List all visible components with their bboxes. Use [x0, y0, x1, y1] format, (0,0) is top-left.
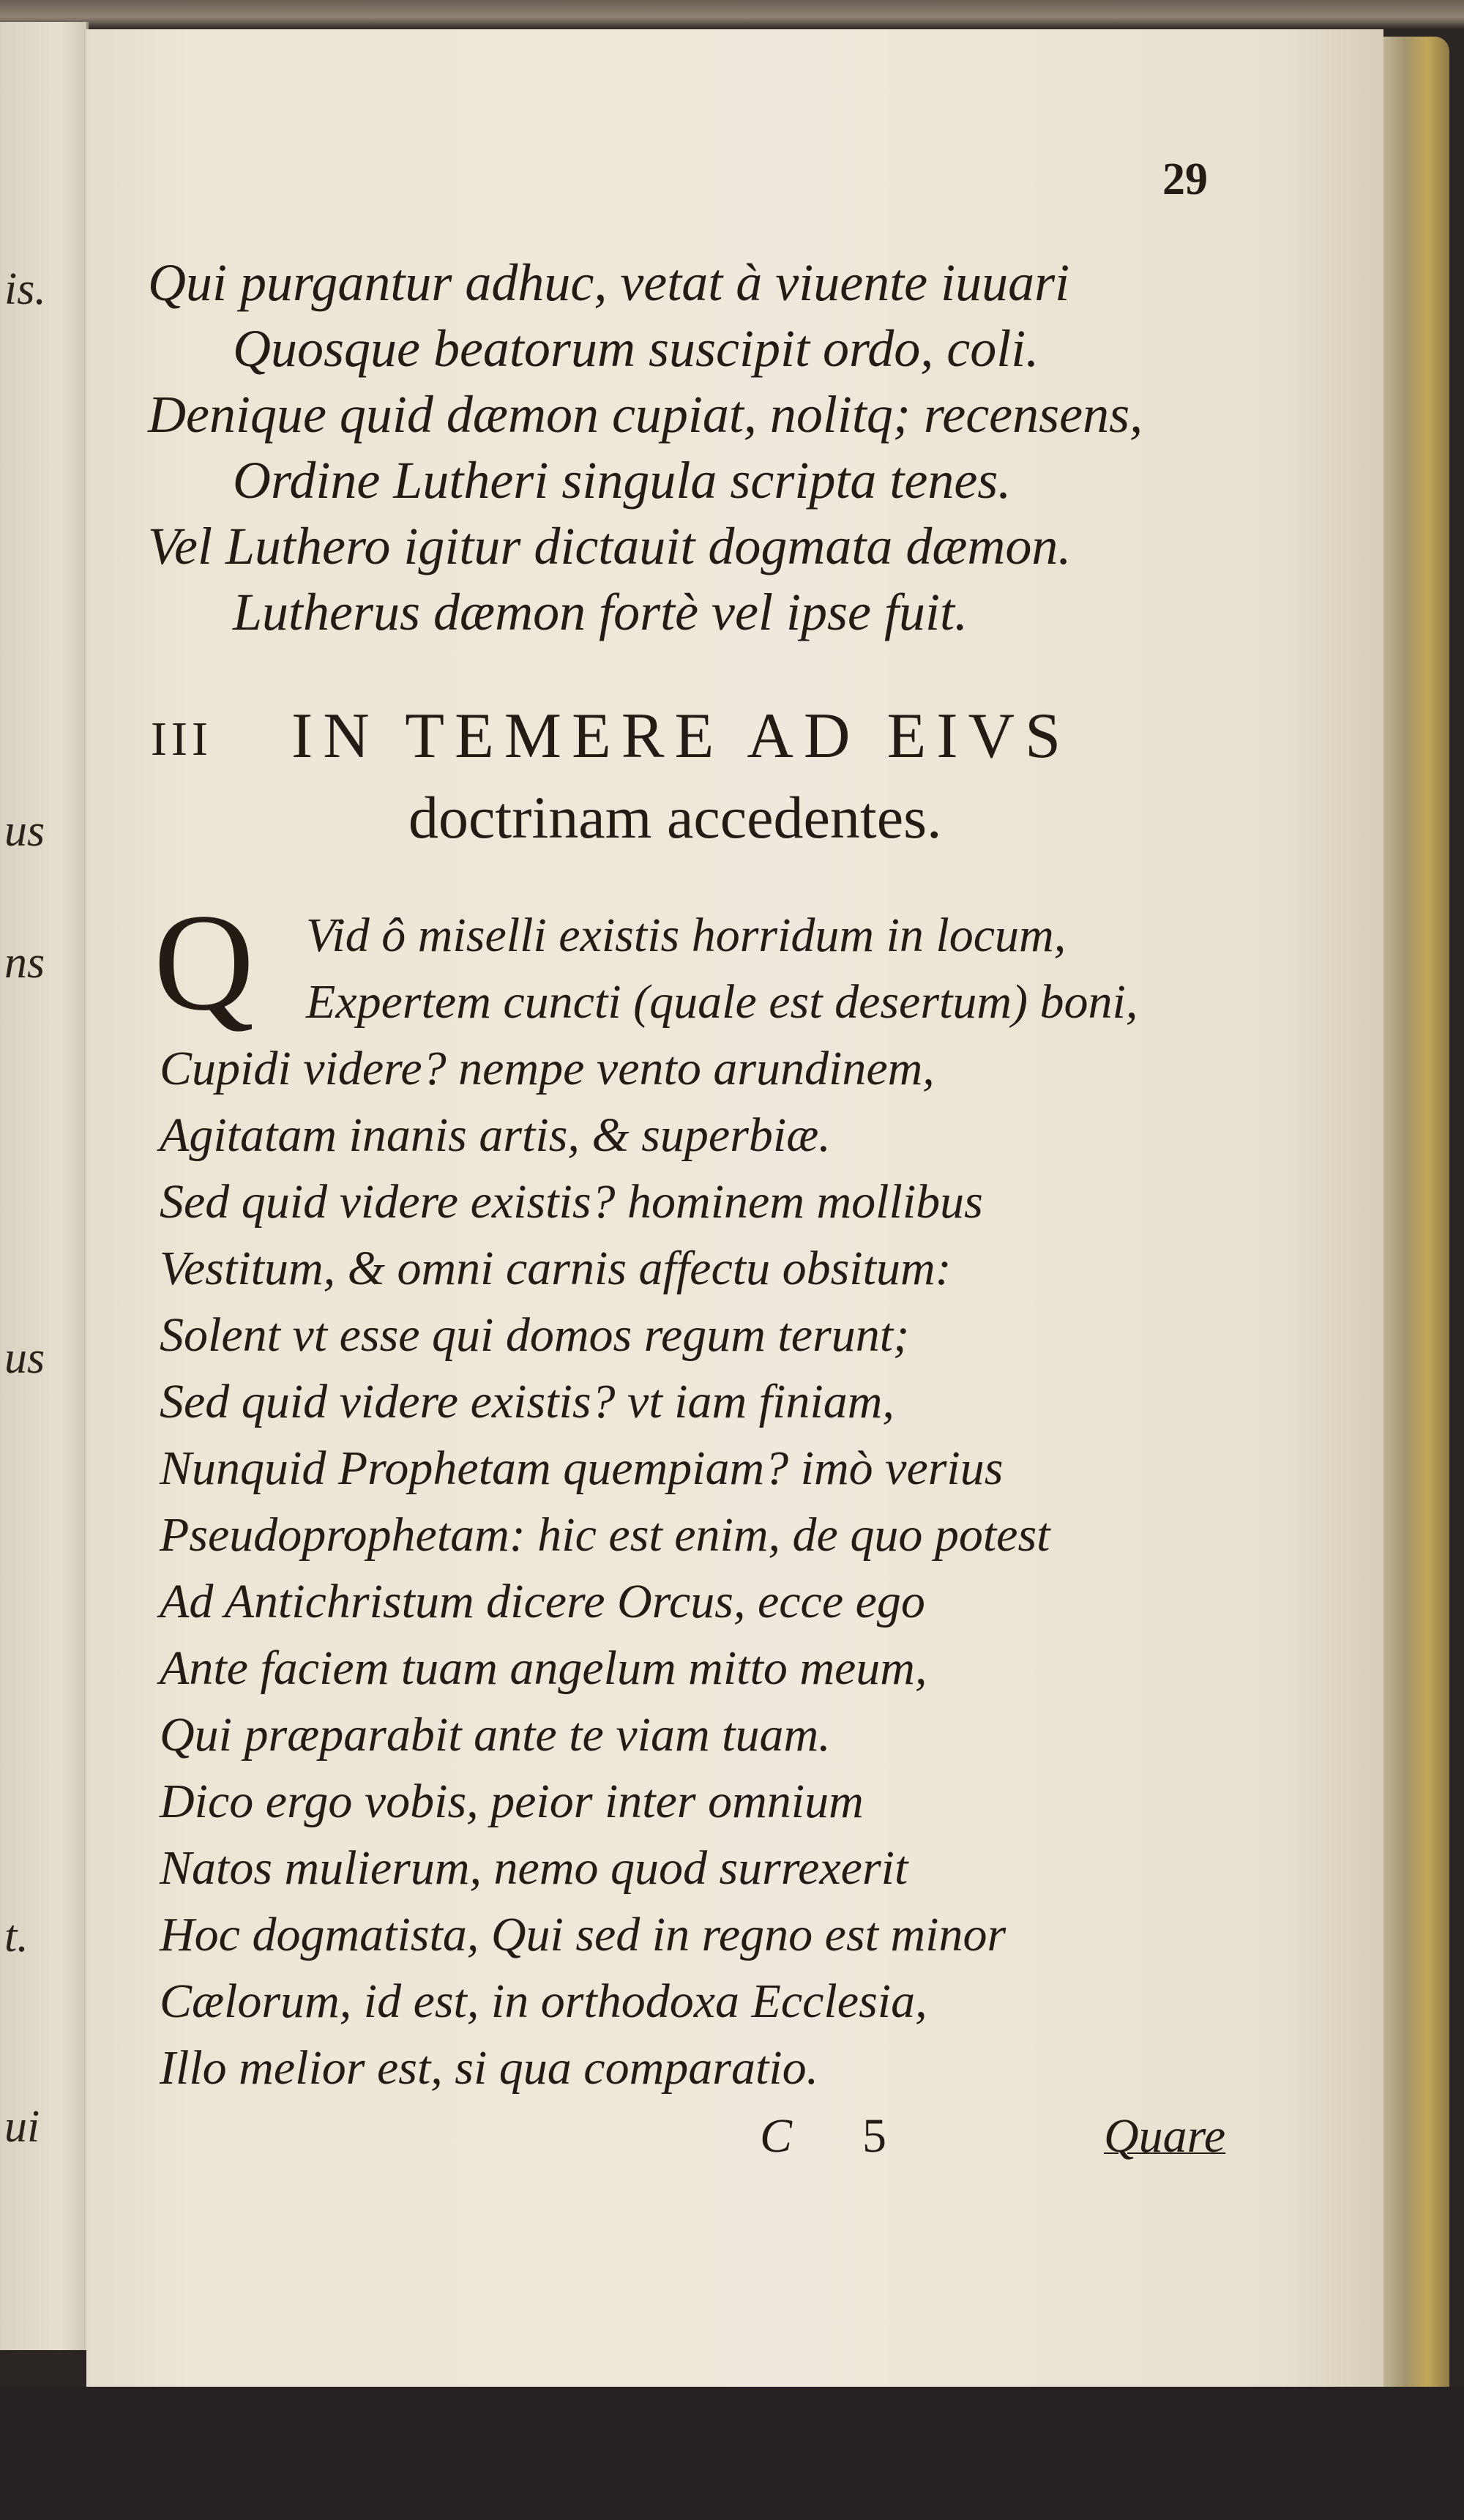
book-binding-top [0, 0, 1464, 29]
page-number: 29 [1162, 154, 1208, 204]
poem-line: Ad Antichristum dicere Orcus, ecce ego [160, 1575, 925, 1628]
signature-mark-letter: C [760, 2109, 793, 2163]
facing-page-fragment: ns [4, 938, 45, 988]
poem-line: Qui præparabit ante te viam tuam. [160, 1708, 831, 1762]
catchword: Quare [1104, 2109, 1226, 2163]
poem-line: Vid ô miselli existis horridum in locum, [306, 909, 1067, 962]
poem-line: Sed quid videre existis? hominem mollibus [160, 1175, 983, 1229]
poem-line: Cupidi videre? nempe vento arundinem, [160, 1042, 935, 1095]
signature-mark-number: 5 [862, 2109, 886, 2163]
facing-page-fragment: us [4, 1333, 45, 1383]
poem-line: Expertem cuncti (quale est desertum) boni, [306, 975, 1138, 1029]
poem-line: Sed quid videre existis? vt iam finiam, [160, 1375, 895, 1428]
poem-line: Ante faciem tuam angelum mitto meum, [160, 1641, 927, 1695]
poem-line: Natos mulierum, nemo quod surrexerit [160, 1841, 908, 1895]
epigram-title-line-2: doctrinam accedentes. [408, 784, 942, 851]
epigram-title-line-1: IN TEMERE AD EIVS [291, 701, 1072, 772]
poem-line: Dico ergo vobis, peior inter omnium [160, 1775, 864, 1828]
facing-page-edge [0, 22, 89, 2350]
poem-line: Solent vt esse qui domos regum terunt; [160, 1308, 910, 1362]
poem-line: Vestitum, & omni carnis affectu obsitum: [160, 1242, 952, 1295]
drop-cap: Q [154, 886, 255, 1040]
facing-page-fragment: t. [4, 1912, 29, 1961]
poem-body [160, 902, 1331, 2101]
facing-page-fragment: is. [4, 264, 46, 314]
book-edge-right [1376, 37, 1449, 2453]
poem-line: Hoc dogmatista, Qui sed in regno est minor [160, 1908, 1006, 1961]
verse-line: Quosque beatorum suscipit ordo, coli. [233, 319, 1039, 378]
background-bottom [0, 2387, 1464, 2520]
poem-line: Cælorum, id est, in orthodoxa Ecclesia, [160, 1975, 927, 2028]
poem-line: Agitatam inanis artis, & superbiæ. [160, 1108, 831, 1162]
poem-line: Nunquid Prophetam quempiam? imò verius [160, 1442, 1004, 1495]
poem-line: Illo melior est, si qua comparatio. [160, 2041, 819, 2095]
facing-page-fragment: us [4, 806, 45, 856]
verse-line: Vel Luthero igitur dictauit dogmata dæmon. [148, 517, 1072, 575]
verse-line: Ordine Lutheri singula scripta tenes. [233, 451, 1012, 510]
poem-line: Pseudoprophetam: hic est enim, de quo potest [160, 1508, 1050, 1562]
epigram-number: III [151, 712, 212, 766]
facing-page-fragment: ui [4, 2102, 40, 2152]
verse-line: Denique quid dæmon cupiat, nolitq; recensens, [148, 385, 1143, 444]
verse-line: Lutherus dæmon fortè vel ipse fuit. [233, 583, 968, 641]
verse-line: Qui purgantur adhuc, vetat à viuente iuuari [148, 253, 1070, 312]
book-page [86, 29, 1383, 2387]
